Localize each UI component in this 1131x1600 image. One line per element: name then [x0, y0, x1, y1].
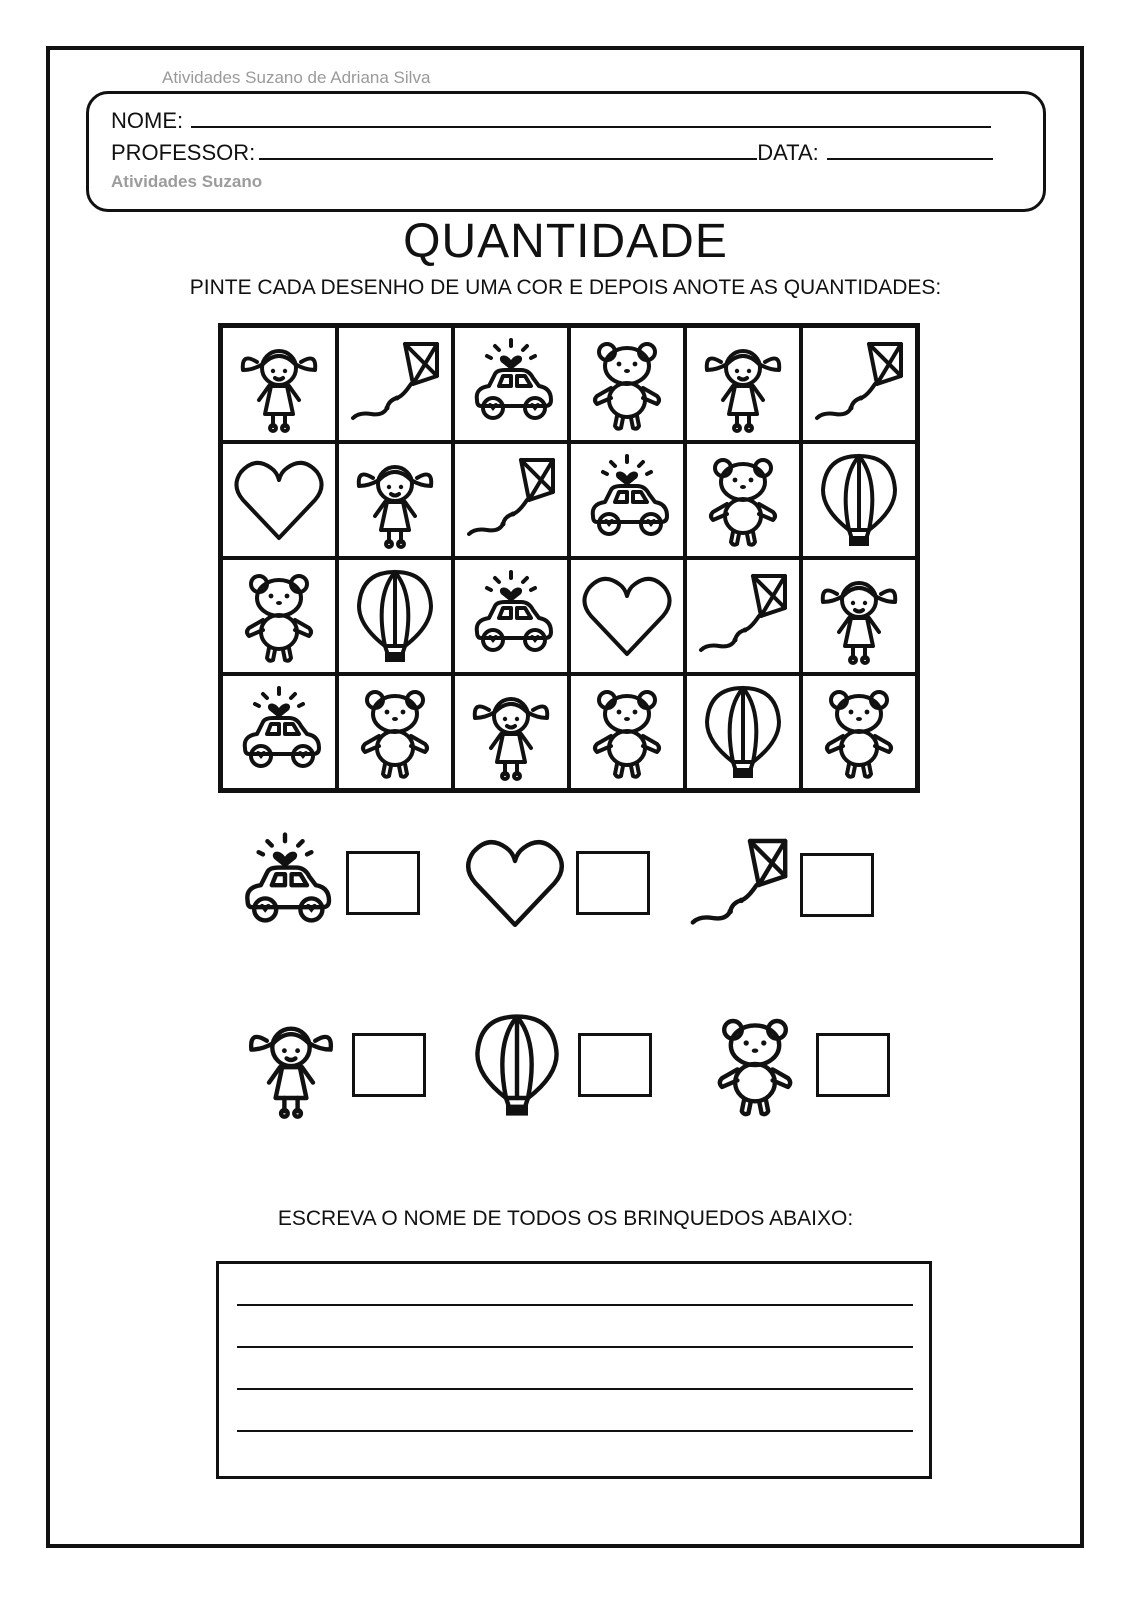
count-item	[230, 828, 420, 938]
heart-icon	[460, 828, 570, 938]
girl-icon	[236, 1010, 346, 1120]
grid-cell[interactable]	[337, 674, 453, 790]
grid-cell[interactable]	[801, 442, 917, 558]
teddy-bear-icon	[345, 682, 445, 782]
car-icon	[461, 566, 561, 666]
grid-cell[interactable]	[801, 558, 917, 674]
professor-label: PROFESSOR:	[111, 140, 256, 165]
grid-cell[interactable]	[685, 442, 801, 558]
girl-icon	[461, 682, 561, 782]
grid-cell[interactable]	[221, 674, 337, 790]
writing-line[interactable]	[237, 1346, 913, 1348]
writing-box	[216, 1261, 932, 1479]
grid-cell[interactable]	[685, 674, 801, 790]
answer-box[interactable]	[578, 1033, 652, 1097]
grid-cell[interactable]	[221, 558, 337, 674]
watermark-box: Atividades Suzano	[111, 172, 263, 191]
writing-line[interactable]	[237, 1430, 913, 1432]
grid-cell[interactable]	[569, 326, 685, 442]
count-item	[460, 828, 650, 938]
count-item	[462, 1010, 652, 1120]
kite-icon	[809, 334, 909, 434]
girl-icon	[345, 450, 445, 550]
grid-cell[interactable]	[453, 558, 569, 674]
grid-cell[interactable]	[453, 442, 569, 558]
kite-icon	[693, 566, 793, 666]
car-icon	[230, 828, 340, 938]
writing-line[interactable]	[237, 1388, 913, 1390]
teddy-bear-icon	[577, 334, 677, 434]
balloon-icon	[693, 682, 793, 782]
grid-cell[interactable]	[337, 558, 453, 674]
grid-cell[interactable]	[801, 326, 917, 442]
answer-box[interactable]	[816, 1033, 890, 1097]
teddy-bear-icon	[700, 1010, 810, 1120]
kite-icon	[345, 334, 445, 434]
grid-cell[interactable]	[569, 442, 685, 558]
page-title: QUANTIDADE	[403, 215, 728, 268]
count-item	[236, 1010, 426, 1120]
professor-field[interactable]	[259, 140, 757, 160]
balloon-icon	[462, 1010, 572, 1120]
grid-cell[interactable]	[337, 326, 453, 442]
name-label: NOME:	[111, 108, 184, 133]
grid-cell[interactable]	[453, 674, 569, 790]
count-item	[684, 830, 874, 940]
grid-cell[interactable]	[685, 558, 801, 674]
grid-cell[interactable]	[685, 326, 801, 442]
teddy-bear-icon	[809, 682, 909, 782]
kite-icon	[684, 830, 794, 940]
car-icon	[461, 334, 561, 434]
watermark-top: Atividades Suzano de Adriana Silva	[162, 68, 431, 87]
heart-icon	[229, 450, 329, 550]
grid-cell[interactable]	[221, 442, 337, 558]
answer-box[interactable]	[352, 1033, 426, 1097]
grid-cell[interactable]	[337, 442, 453, 558]
student-info-box	[86, 91, 1046, 212]
writing-line[interactable]	[237, 1304, 913, 1306]
teddy-bear-icon	[229, 566, 329, 666]
name-field[interactable]	[191, 108, 991, 128]
professor-row	[111, 140, 993, 166]
car-icon	[577, 450, 677, 550]
teddy-bear-icon	[693, 450, 793, 550]
girl-icon	[809, 566, 909, 666]
write-prompt: ESCREVA O NOME DE TODOS OS BRINQUEDOS ABAIXO:	[277, 1207, 854, 1230]
balloon-icon	[345, 566, 445, 666]
answer-box[interactable]	[576, 851, 650, 915]
name-row	[111, 108, 991, 134]
girl-icon	[229, 334, 329, 434]
car-icon	[229, 682, 329, 782]
answer-box[interactable]	[800, 853, 874, 917]
teddy-bear-icon	[577, 682, 677, 782]
picture-grid	[218, 323, 920, 793]
grid-cell[interactable]	[453, 326, 569, 442]
heart-icon	[577, 566, 677, 666]
girl-icon	[693, 334, 793, 434]
answer-box[interactable]	[346, 851, 420, 915]
grid-cell[interactable]	[801, 674, 917, 790]
date-field[interactable]	[827, 140, 993, 160]
balloon-icon	[809, 450, 909, 550]
grid-cell[interactable]	[221, 326, 337, 442]
count-item	[700, 1010, 890, 1120]
date-label: DATA:	[757, 140, 819, 165]
instruction-text: PINTE CADA DESENHO DE UMA COR E DEPOIS ANOTE AS QUANTIDADES:	[189, 276, 942, 299]
grid-cell[interactable]	[569, 558, 685, 674]
grid-cell[interactable]	[569, 674, 685, 790]
kite-icon	[461, 450, 561, 550]
